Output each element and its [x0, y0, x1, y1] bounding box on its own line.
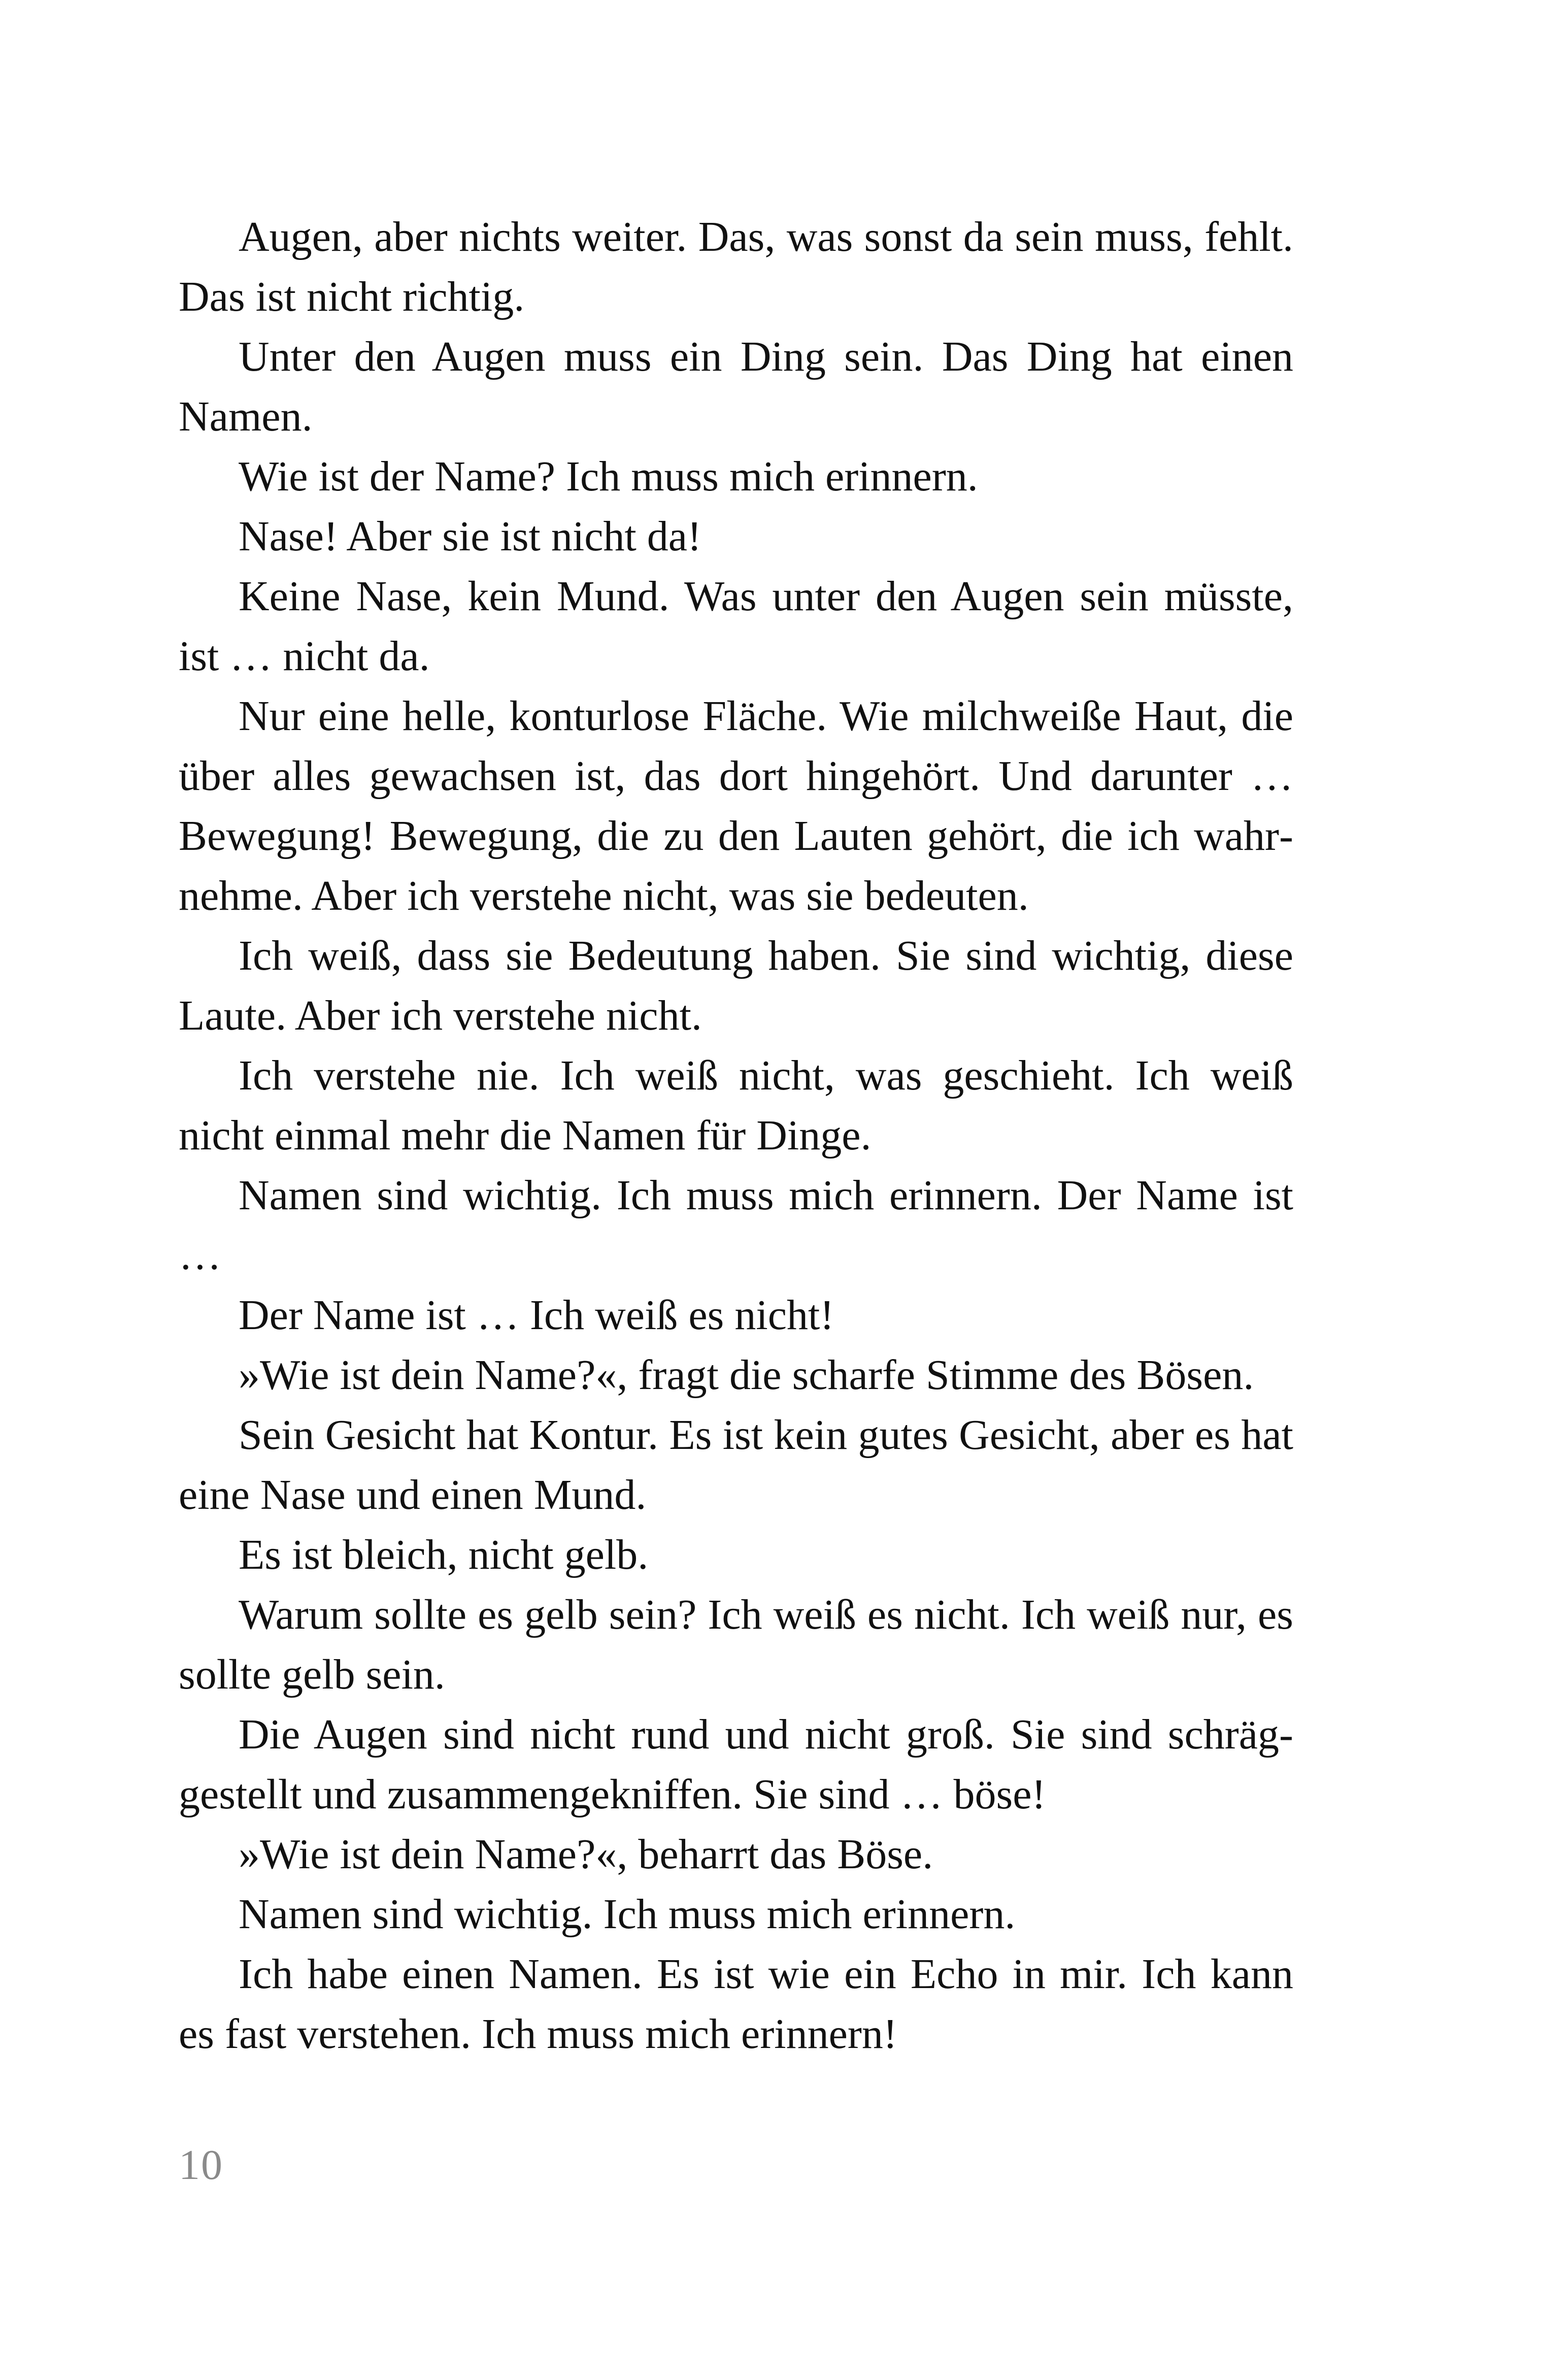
page-number: 10	[179, 2141, 223, 2189]
paragraph: Warum sollte es gelb sein? Ich weiß es nicht. Ich weiß nur, es sollte gelb sein.	[179, 1591, 1293, 1698]
paragraph: Nur eine helle, konturlose Fläche. Wie milchweiße Haut, die über alles gewachsen ist, das dort hingehört. Und darunter … Bewegung! Bewegung, die zu den Lauten gehört, die ich wahrnehme. Aber ich verstehe nicht, was sie bedeuten.	[179, 692, 1293, 919]
paragraph: Sein Gesicht hat Kontur. Es ist kein gutes Gesicht, aber es hat eine Nase und einen Mund.	[179, 1411, 1293, 1518]
paragraph: Unter den Augen muss ein Ding sein. Das Ding hat einen Namen.	[179, 333, 1293, 440]
paragraph: Namen sind wichtig. Ich muss mich erinnern. Der Name ist …	[179, 1172, 1293, 1279]
paragraph: Augen, aber nichts weiter. Das, was sonst da sein muss, fehlt. Das ist nicht richtig.	[179, 213, 1293, 320]
paragraph: Namen sind wichtig. Ich muss mich erinnern.	[239, 1891, 1016, 1938]
paragraph: Ich habe einen Namen. Es ist wie ein Echo in mir. Ich kann es fast verstehen. Ich muss mich erinnern!	[179, 1951, 1293, 2058]
paragraph: Wie ist der Name? Ich muss mich erinnern.	[239, 453, 978, 500]
paragraph: Der Name ist … Ich weiß es nicht!	[239, 1292, 834, 1339]
paragraph: »Wie ist dein Name?«, beharrt das Böse.	[239, 1831, 933, 1878]
paragraph: Ich verstehe nie. Ich weiß nicht, was geschieht. Ich weiß nicht einmal mehr die Namen für Dinge.	[179, 1052, 1293, 1159]
paragraph: Keine Nase, kein Mund. Was unter den Augen sein müsste, ist … nicht da.	[179, 573, 1293, 680]
paragraph: Die Augen sind nicht rund und nicht groß. Sie sind schräggestellt und zusammengekniffen. Sie sind … böse!	[179, 1711, 1293, 1818]
paragraph: Nase! Aber sie ist nicht da!	[239, 513, 702, 560]
paragraph: Es ist bleich, nicht gelb.	[239, 1531, 649, 1578]
paragraph: Ich weiß, dass sie Bedeutung haben. Sie sind wichtig, diese Laute. Aber ich verstehe nicht.	[179, 932, 1293, 1039]
paragraph: »Wie ist dein Name?«, fragt die scharfe Stimme des Bösen.	[239, 1351, 1254, 1399]
body-text	[179, 207, 1293, 2064]
